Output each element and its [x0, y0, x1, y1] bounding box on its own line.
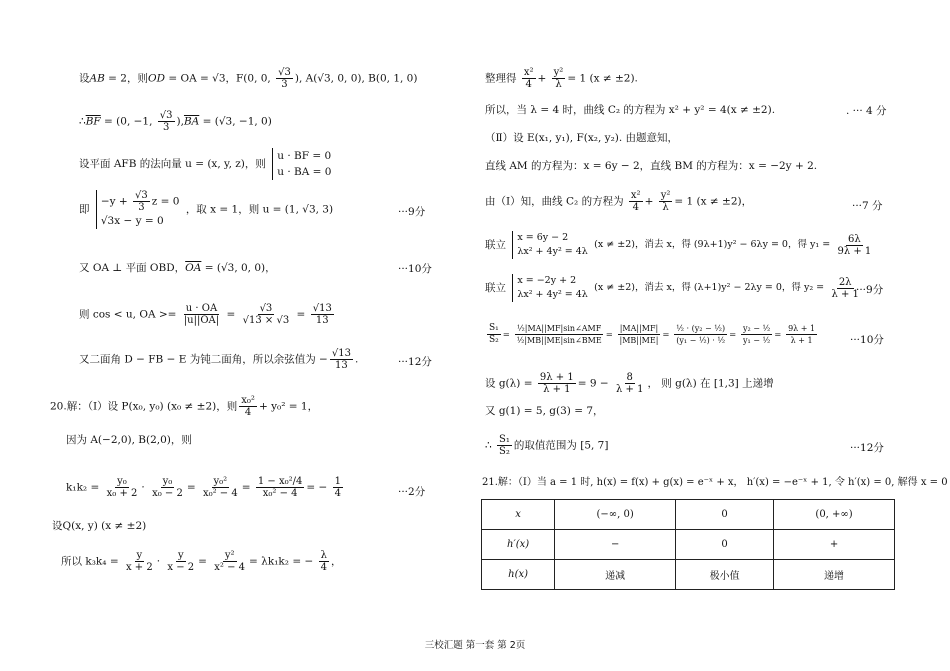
score-10-right: ···10分	[850, 334, 884, 346]
table-row	[482, 530, 895, 560]
conclusion: ∴ $\frac{\text{S₁}}{\text{S₂}}$ 的取值范围为 [5, 7]	[485, 434, 609, 457]
table-row	[482, 500, 895, 530]
score-2: ···2分	[398, 486, 426, 498]
score-12-right: ···12分	[850, 442, 884, 454]
left-line-5: 又 OA ⊥ 平面 OBD，$\overline{OA} = (√3$, 0, 0)，	[79, 262, 276, 274]
left-line-1: 设AB = 2，则OD = OA = √3，F(0, 0, $\frac{√3}{3}$ ), A(√3, 0, 0), B(0, 1, 0)	[79, 67, 418, 90]
score-10: ···10分	[398, 263, 432, 275]
slope-product: k₁k₂ = $\frac{\text{y₀}}{\text{x₀ + 2}}$ · $\frac{\text{y₀}}{\text{x₀ − 2}}$ = $\frac{\text{y₀²}}{\text{x₀² − 4}}$ = $\frac{\text{1 − x₀²/4}}{\text{x₀² − 4}}$ = − $\frac{1}{4}$	[66, 476, 342, 499]
monotonicity-table	[481, 499, 895, 590]
left-line-7: 又二面角 D − FB − E 为钝二面角，所以余弦值为 − $\frac{√13}{13}$ .	[79, 348, 359, 371]
page-footer: 三校汇题 第一套 第 2页	[424, 640, 526, 651]
table-cell: −	[555, 530, 676, 560]
table-cell: x	[482, 500, 555, 530]
k34-line: 所以 k₃k₄ = $\frac{y}{x + 2}$ · $\frac{y}{x - 2}$ = $\frac{\text{y²}}{\text{x² − 4}}$ = λk₁k₂ = − $\frac{\lambda}{4}$ ，	[61, 550, 342, 573]
left-line-3: 设平面 AFB 的法向量 u = (x, y, z)，则 u · BF = 0 u · BA = 0	[79, 150, 332, 178]
right-line-3: （Ⅱ）设 E(x₁, y₁), F(x₂, y₂). 由题意知，	[485, 132, 679, 144]
table-cell: +	[774, 530, 895, 560]
table-cell: 0	[676, 530, 774, 560]
table-cell: (0, +∞)	[774, 500, 895, 530]
score-9-right: ···9分	[856, 284, 884, 296]
table-cell: h(x)	[482, 560, 555, 590]
table-cell: (−∞, 0)	[555, 500, 676, 530]
score-12-left: ···12分	[398, 356, 432, 368]
left-line-4: 即 −y + $\frac{√3}{3}$ z = 0 √3x − y = 0 ，取 x = 1，则 u = (1, √3, 3)	[79, 190, 334, 227]
table-row	[482, 560, 895, 590]
score-4: . ··· 4 分	[846, 105, 887, 117]
right-line-1: 整理得 $\frac{\text{x²}}{4}$ + $\frac{\text{y²}}{\lambda}$ = 1 (x ≠ ±2).	[485, 67, 638, 90]
table-cell: h′(x)	[482, 530, 555, 560]
right-line-5: 由（Ⅰ）知，曲线 C₂ 的方程为 $\frac{\text{x²}}{4}$ + $\frac{\text{y²}}{\lambda}$ = 1 (x ≠ ±2)，	[485, 190, 753, 213]
left-line-2: $\therefore\overline{BF} = (0$, −1, $\frac{√3}{3}$ )$,\overline{BA} = (√3$, −1, 0)	[79, 110, 272, 133]
right-line-7: 联立 x = −2y + 2 λx² + 4y² = 4λ (x ≠ ±2)，消去 x，得 (λ+1)y² − 2λy = 0，得 y₂ = $\frac{2\lambda}{\lambda + 1}$	[485, 275, 859, 300]
g-lambda: 设 g(λ) = $\frac{9\lambda + 1}{\lambda + 1}$ = 9 − $\frac{8}{\lambda + 1}$ ， 则 g(λ) 在 [1,3] 上递增	[485, 372, 774, 395]
right-line-6: 联立 x = 6y − 2 λx² + 4y² = 4λ (x ≠ ±2)，消去 x，得 (9λ+1)y² − 6λy = 0，得 y₁ = $\frac{6\lambda}{9\lambda + 1}$	[485, 232, 872, 257]
table-cell: 递减	[555, 560, 676, 590]
table-cell: 0	[676, 500, 774, 530]
q20-line-2: 因为 A(−2,0), B(2,0)，则	[66, 434, 192, 446]
q-point: 设Q(x, y) (x ≠ ±2)	[52, 520, 147, 532]
right-line-4: 直线 AM 的方程为：x = 6y − 2，直线 BM 的方程为：x = −2y + 2.	[485, 160, 818, 172]
left-line-6: 则 cos < u, OA >= $\frac{u \cdot OA}{|u||OA|}$ = $\frac{√3}{√13 \times √3}$ = $\frac{√13}{13}$	[79, 303, 332, 326]
score-9: ···9分	[398, 206, 426, 218]
score-7: ···7 分	[852, 200, 883, 212]
table-cell: 递增	[774, 560, 895, 590]
q21-intro: 21.解：（Ⅰ）当 a = 1 时, h(x) = f(x) + g(x) = e⁻ˣ + x， h′(x) = −e⁻ˣ + 1, 令 h′(x) = 0, 解得 x = 0	[482, 477, 948, 488]
q20-intro: 20.解：（Ⅰ）设 P(x₀, y₀) (x₀ ≠ ±2)，则 $\frac{\text{x₀²}}{4}$ + y₀² = 1，	[50, 395, 319, 418]
table-cell: 极小值	[676, 560, 774, 590]
g-values: 又 g(1) = 5, g(3) = 7，	[485, 405, 604, 417]
area-ratio: $\frac{\text{S₁}}{\text{S₂}}$ = $\frac{\text{½|MA||MF|sin∠AMF}}{\text{½|MB||ME|sin∠BME}}$ = $\frac{|MA||MF|}{|MB||ME|}$ = $\frac{\text{½ · (y₂ − ½)}}{\text{(y₁ − ½) · ½}}$ = $\frac{\text{y₂ − ½}}{\text{y₁ − ½}}$ = $\frac{9\lambda + 1}{\lambda + 1}$	[489, 323, 816, 345]
right-line-2: 所以，当 λ = 4 时，曲线 C₂ 的方程为 x² + y² = 4(x ≠ ±2).	[485, 104, 776, 116]
